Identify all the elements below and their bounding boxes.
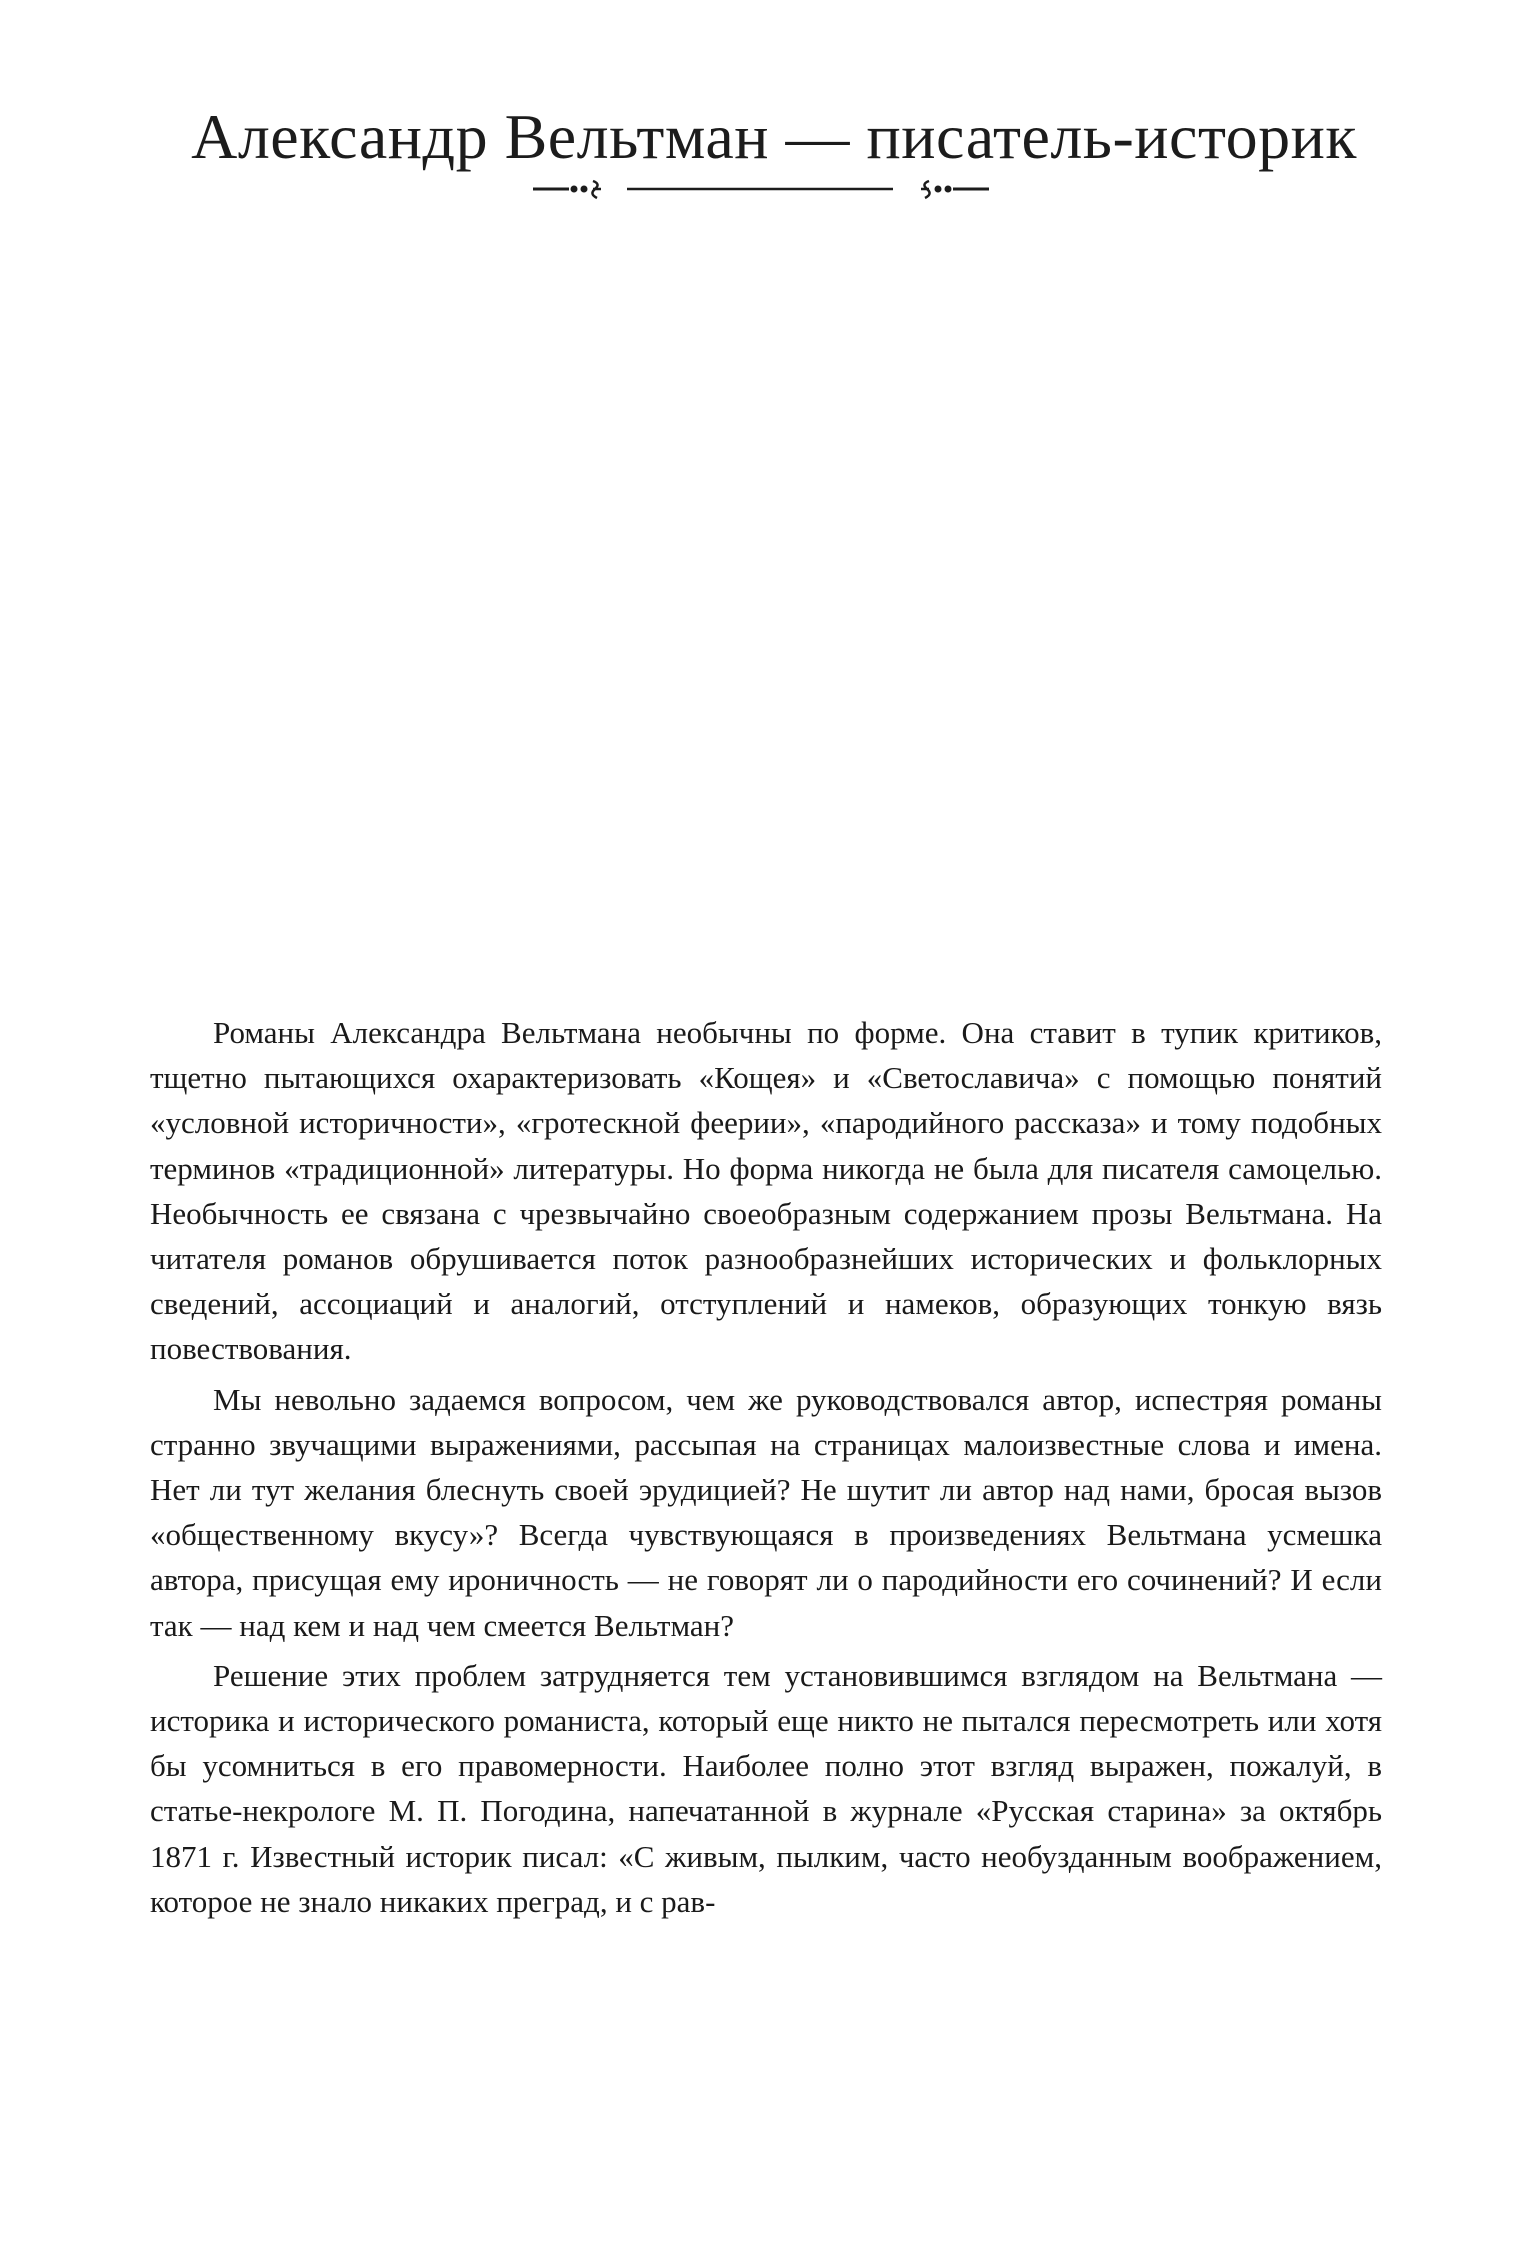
chapter-body (150, 1010, 1382, 1924)
paragraph: Мы невольно задаемся вопросом, чем же руководствовался автор, испестряя романы странно звучащими выражениями, рассыпая на страницах малоизвестные слова и имена. Нет ли тут желания блеснуть своей эрудицией? Не шутит ли автор над нами, бросая вызов «общественному вкусу»? Всегда чувствующаяся в произведениях Вельтмана усмешка автора, присущая ему ироничность — не говорят ли о пародийности его сочинений? И если так — над кем и над чем смеется Вельтман? (150, 1381, 1382, 1643)
paragraph: Романы Александра Вельтмана необычны по форме. Она ставит в тупик критиков, тщетно пытающихся охарактеризовать «Кощея» и «Светославича» с помощью понятий «условной историчности», «гротескной феерии», «пародийного рассказа» и тому подобных терминов «традиционной» литературы. Но форма никогда не была для писателя самоцелью. Необычность ее связана с чрезвычайно своеобразным содержанием прозы Вельтмана. На читателя романов обрушивается поток разнообразнейших исторических и фольклорных сведений, ассоциаций и аналогий, отступлений и намеков, образующих тонкую вязь повествования. (150, 1015, 1382, 1367)
title-divider-ornament (531, 176, 991, 202)
paragraph: Решение этих проблем затрудняется тем установившимся взглядом на Вельтмана — историка и исторического романиста, который еще никто не пытался пересмотреть или хотя бы усомниться в его правомерности. Наиболее полно этот взгляд выражен, пожалуй, в статье-некрологе М. П. Погодина, напечатанной в журнале «Русская старина» за октябрь 1871 г. Известный историк писал: «С живым, пылким, часто необузданным воображением, которое не знало никаких преград, и с рав- (150, 1657, 1382, 1919)
chapter-title: Александр Вельтман — писатель-историк (191, 101, 1357, 172)
